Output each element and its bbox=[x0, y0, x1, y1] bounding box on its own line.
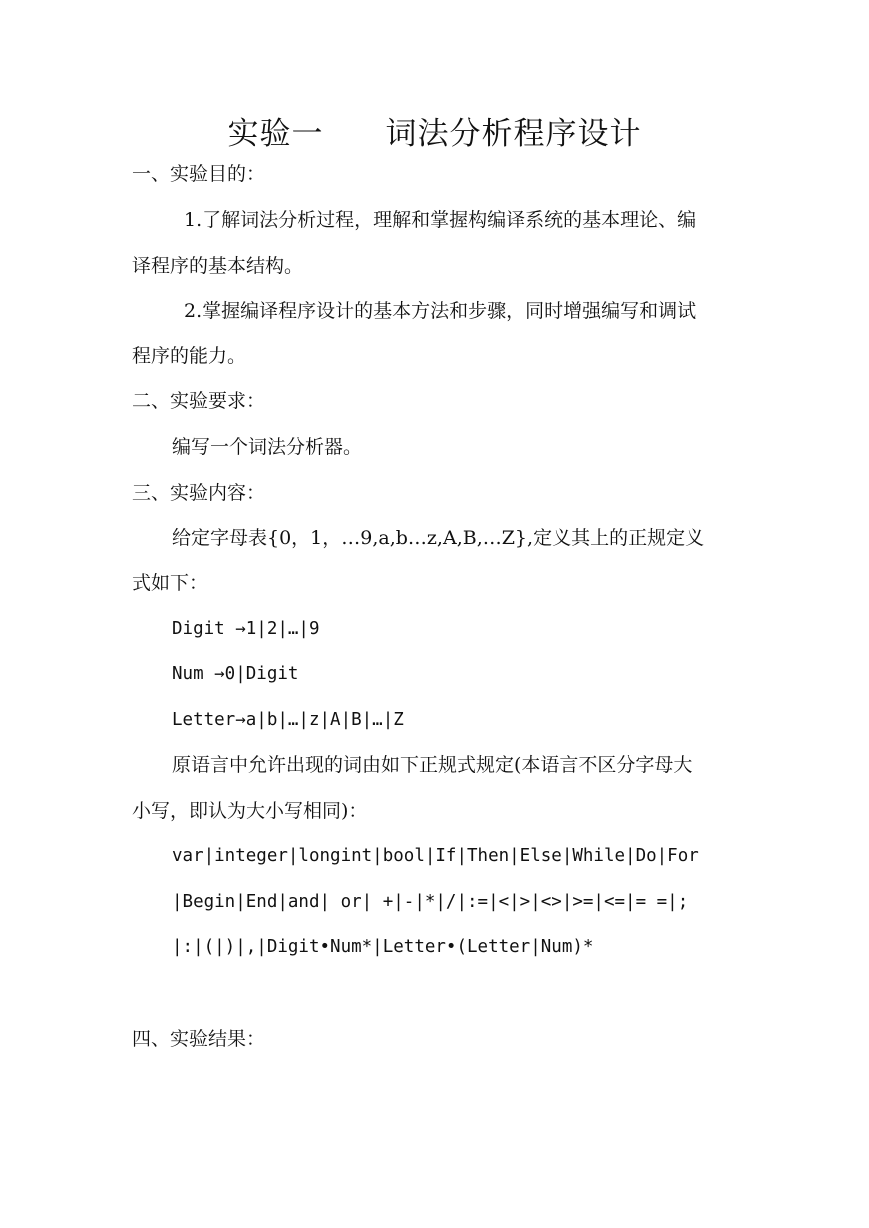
purpose-item1-line1: 1.了解词法分析过程，理解和掌握构编译系统的基本理论、编 bbox=[184, 209, 697, 231]
title-part2: 词法分析程序设计 bbox=[385, 116, 642, 152]
section-requirements-heading: 二、实验要求： bbox=[132, 390, 266, 412]
title-part1: 实验一 bbox=[227, 116, 324, 152]
words-line1: var|integer|longint|bool|If|Then|Else|While|Do|For bbox=[172, 846, 699, 866]
definition-digit: Digit →1|2|…|9 bbox=[172, 619, 320, 639]
content-intro-line1: 给定字母表{0，1，…9,a,b…z,A,B,…Z},定义其上的正规定义 bbox=[172, 527, 705, 549]
content-rule-line2: 小写，即认为大小写相同)： bbox=[132, 800, 368, 822]
words-line2: |Begin|End|and| or| +|-|*|/|:=|<|>|<>|>=|<=|= =|; bbox=[172, 892, 689, 912]
content-rule-line1: 原语言中允许出现的词由如下正规式规定(本语言不区分字母大 bbox=[172, 754, 693, 776]
section-content-heading: 三、实验内容： bbox=[132, 482, 266, 504]
definition-letter: Letter→a|b|…|z|A|B|…|Z bbox=[172, 710, 404, 730]
purpose-item1-line2: 译程序的基本结构。 bbox=[132, 255, 304, 277]
requirements-text: 编写一个词法分析器。 bbox=[172, 436, 363, 458]
words-line3: |:|(|)|,|Digit•Num*|Letter•(Letter|Num)* bbox=[172, 937, 594, 957]
section-results-heading: 四、实验结果： bbox=[132, 1028, 266, 1050]
content-intro-line2: 式如下： bbox=[132, 572, 209, 594]
section-purpose-heading: 一、实验目的： bbox=[132, 163, 266, 185]
purpose-item2-line1: 2.掌握编译程序设计的基本方法和步骤，同时增强编写和调试 bbox=[184, 300, 697, 322]
definition-num: Num →0|Digit bbox=[172, 664, 299, 684]
purpose-item2-line2: 程序的能力。 bbox=[132, 345, 247, 367]
document-title bbox=[0, 108, 869, 153]
